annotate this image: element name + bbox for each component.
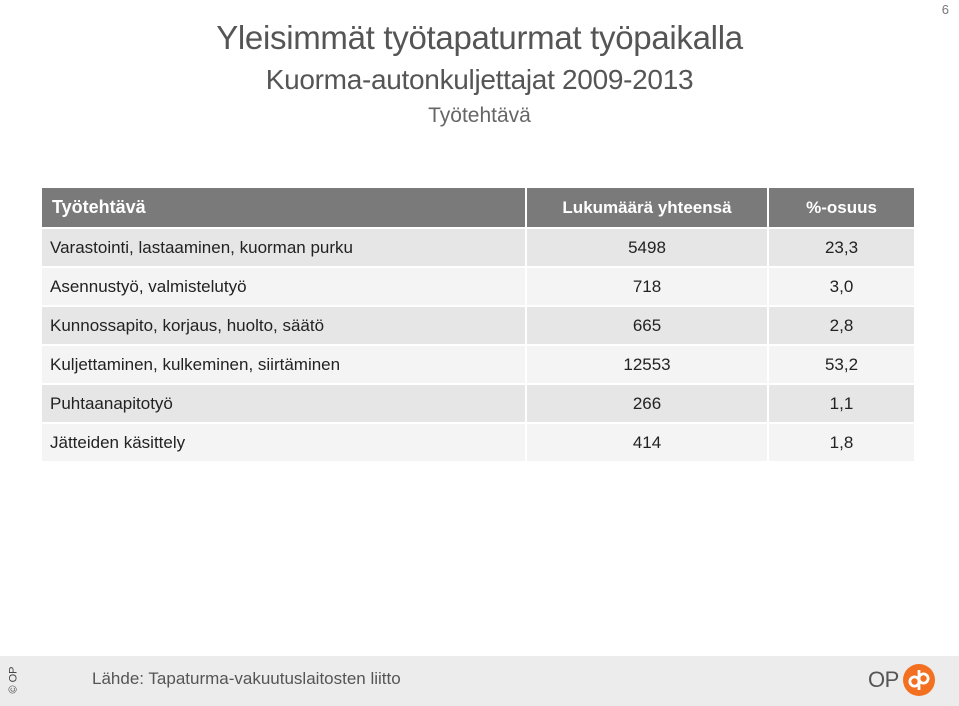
- column-header-count: Lukumäärä yhteensä: [526, 188, 768, 228]
- page-title: Yleisimmät työtapaturmat työpaikalla: [216, 19, 743, 56]
- count-cell: 718: [526, 267, 768, 306]
- task-cell: Kunnossapito, korjaus, huolto, säätö: [42, 306, 526, 345]
- page-number: 6: [941, 2, 949, 17]
- table-row: [42, 306, 915, 345]
- column-header-task: Työtehtävä: [42, 188, 526, 228]
- table-row: [42, 423, 915, 462]
- table-row: [42, 384, 915, 423]
- table-header-row: [42, 188, 915, 228]
- table-row: [42, 228, 915, 267]
- op-logo: [868, 660, 940, 700]
- share-cell: 23,3: [768, 228, 915, 267]
- count-cell: 414: [526, 423, 768, 462]
- share-cell: 1,8: [768, 423, 915, 462]
- table-row: [42, 345, 915, 384]
- share-cell: 2,8: [768, 306, 915, 345]
- count-cell: 12553: [526, 345, 768, 384]
- column-header-share: %-osuus: [768, 188, 915, 228]
- page-subtitle: Työtehtävä: [428, 104, 531, 127]
- copyright-notice: [4, 660, 24, 700]
- task-cell: Kuljettaminen, kulkeminen, siirtäminen: [42, 345, 526, 384]
- table-row: [42, 267, 915, 306]
- op-logo-icon: [903, 664, 935, 696]
- task-cell: Varastointi, lastaaminen, kuorman purku: [42, 228, 526, 267]
- count-cell: 665: [526, 306, 768, 345]
- title-block: [0, 16, 959, 130]
- task-cell: Jätteiden käsittely: [42, 423, 526, 462]
- share-cell: 53,2: [768, 345, 915, 384]
- page-title-line2: Kuorma-autonkuljettajat 2009-2013: [265, 64, 694, 95]
- logo-text: OP: [868, 667, 899, 692]
- share-cell: 3,0: [768, 267, 915, 306]
- share-cell: 1,1: [768, 384, 915, 423]
- copyright-text: © OP: [8, 666, 20, 694]
- source-note: Lähde: Tapaturma-vakuutuslaitosten liitto: [92, 669, 401, 688]
- data-table: [42, 188, 916, 463]
- count-cell: 5498: [526, 228, 768, 267]
- task-cell: Asennustyö, valmistelutyö: [42, 267, 526, 306]
- count-cell: 266: [526, 384, 768, 423]
- task-cell: Puhtaanapitotyö: [42, 384, 526, 423]
